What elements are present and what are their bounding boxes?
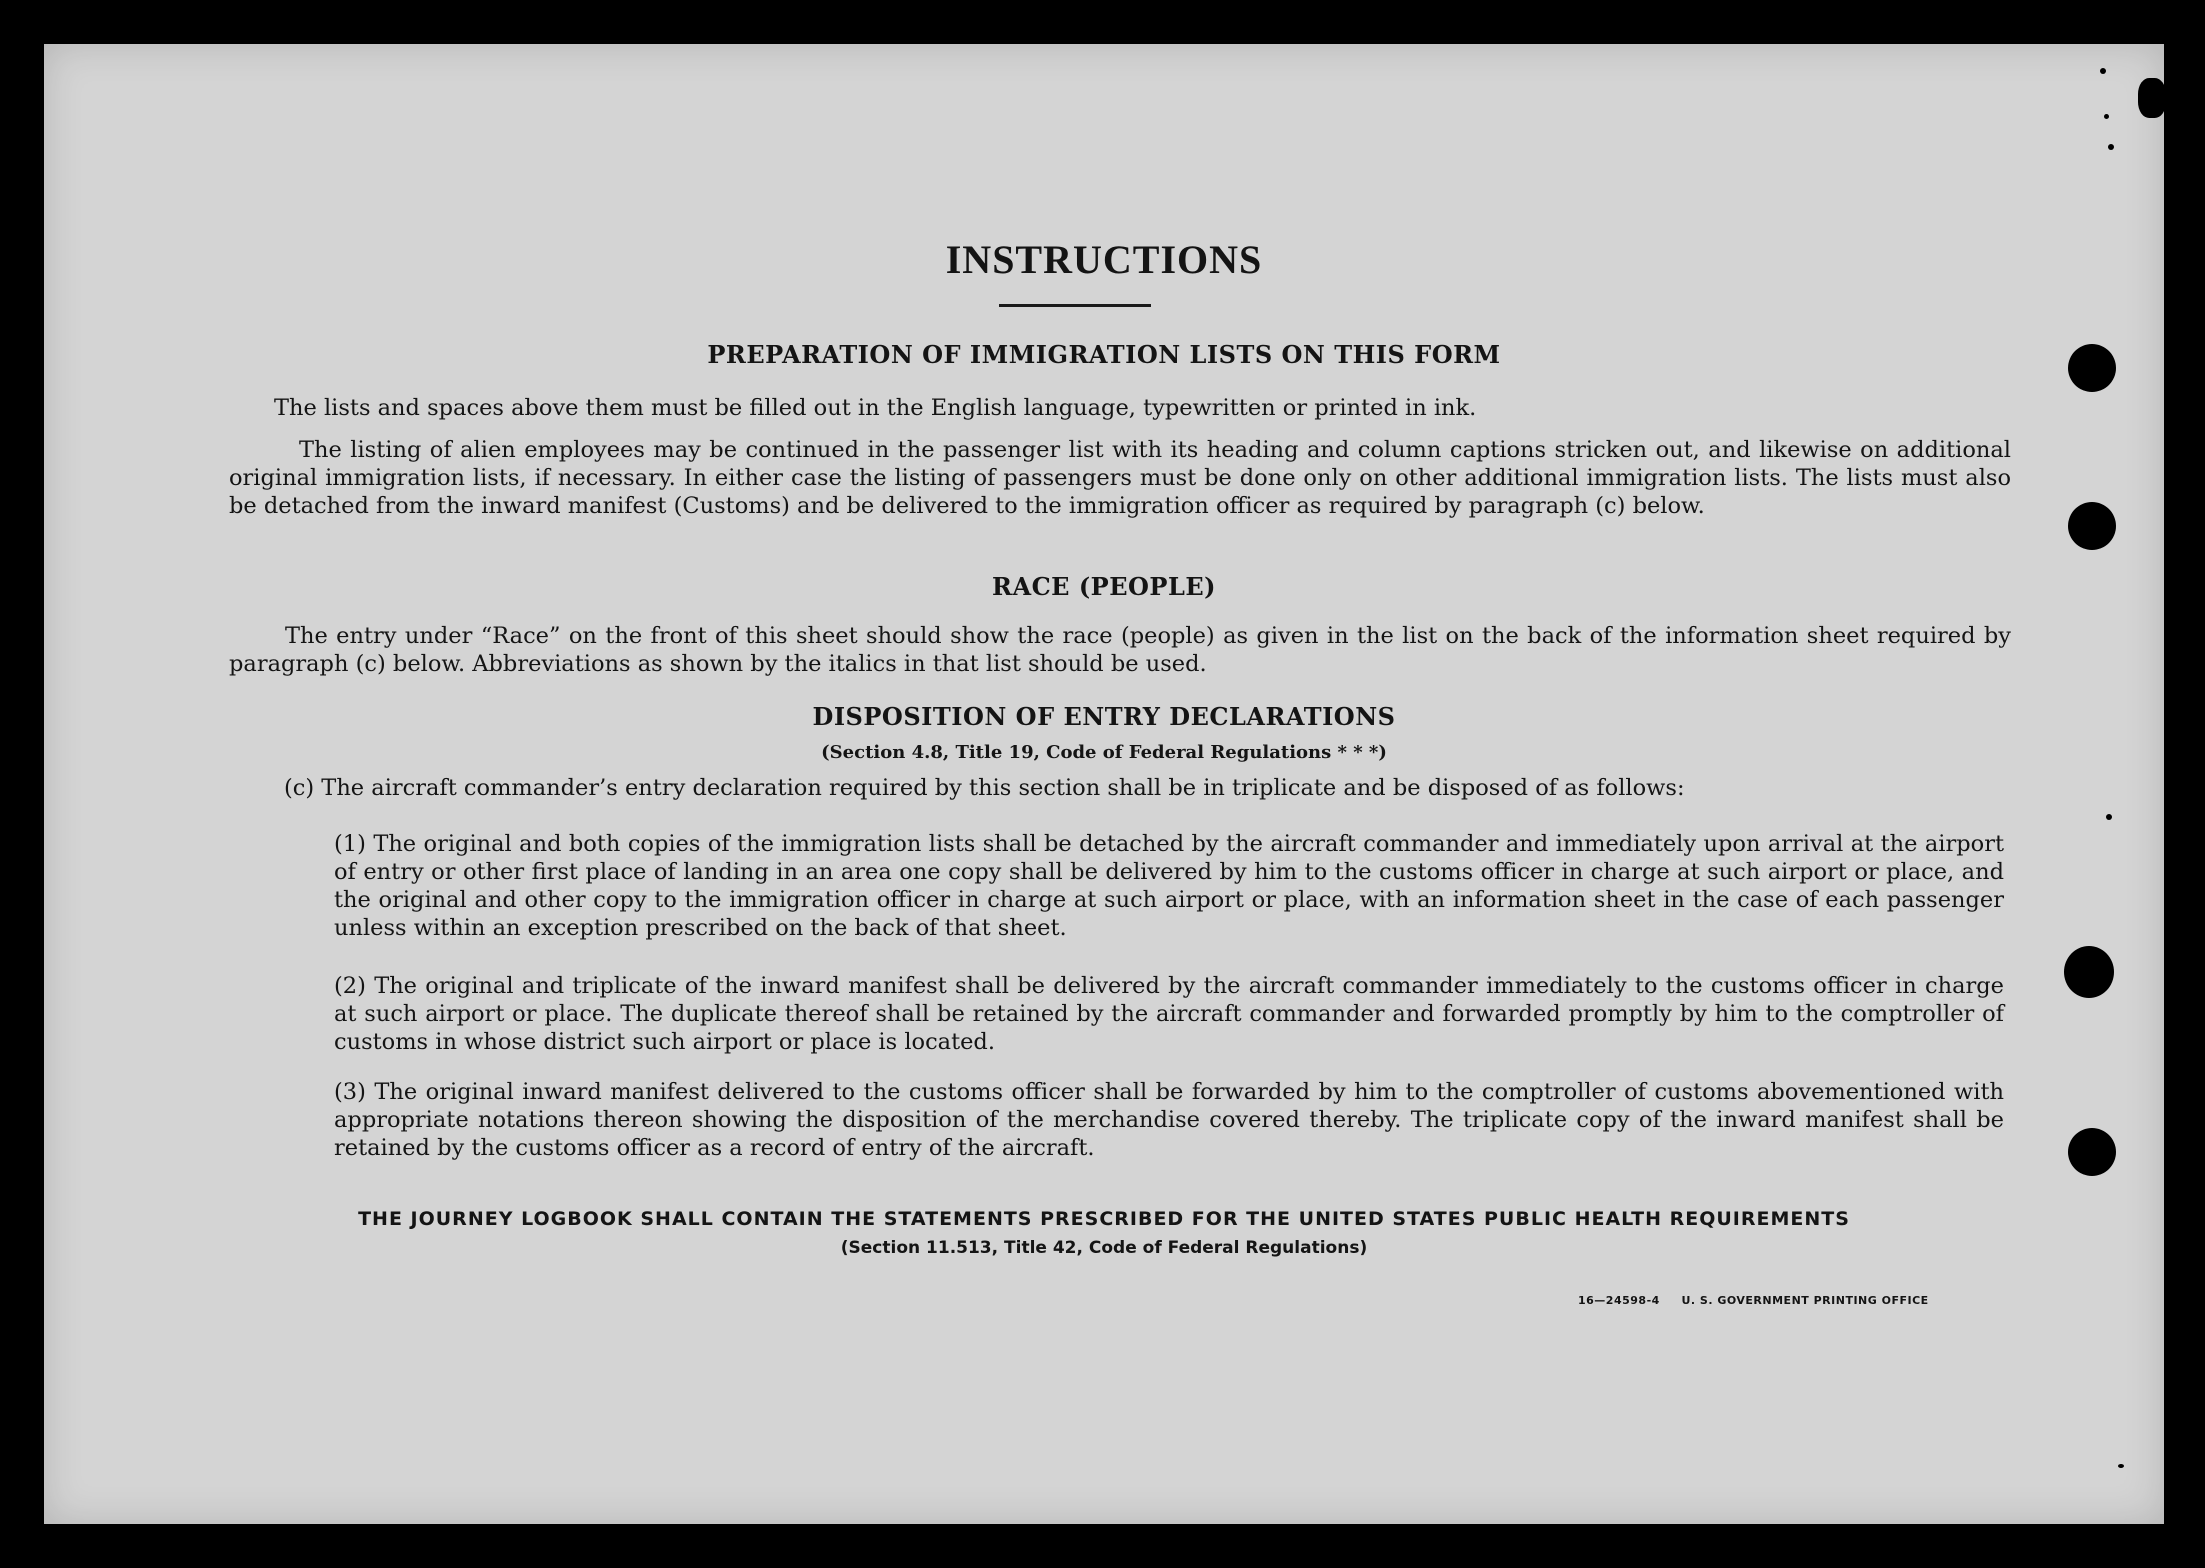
torn-corner bbox=[2138, 78, 2166, 118]
speck bbox=[2118, 1464, 2124, 1468]
paragraph-listing: The listing of alien employees may be continued in the passenger list with its heading and column captions stricken out, and likewise on additional original immigration lists, if necessary. In either case the listing of passengers must be done only on other additional immigration lists. The lists must also be detached from the inward manifest (Customs) and be delivered to the immigration officer as required by paragraph (c) below. bbox=[229, 437, 2011, 519]
section-heading-race: RACE (PEOPLE) bbox=[992, 572, 1216, 601]
speck bbox=[2106, 814, 2112, 820]
paragraph-language: The lists and spaces above them must be filled out in the English language, typewritten or printed in ink. bbox=[274, 395, 1477, 421]
list-item-number: (1) bbox=[334, 831, 366, 857]
paragraph-disposition-intro: (c) The aircraft commander’s entry declaration required by this section shall be in triplicate and be disposed of as follows: bbox=[284, 775, 1685, 801]
list-item-2 bbox=[334, 972, 2004, 1056]
paragraph-race: The entry under “Race” on the front of this sheet should show the race (people) as given in the list on the back of the information sheet required by paragraph (c) below. Abbreviations as shown by the italics in that list should be used. bbox=[229, 623, 2011, 677]
punch-hole bbox=[2068, 344, 2116, 392]
printer-imprint bbox=[1578, 1294, 1929, 1307]
printer-mark: 16—24598-4 bbox=[1578, 1294, 1660, 1307]
printer-name: U. S. GOVERNMENT PRINTING OFFICE bbox=[1681, 1294, 1929, 1307]
footer-regulations-citation: (Section 11.513, Title 42, Code of Federal Regulations) bbox=[840, 1238, 1368, 1258]
speck bbox=[2104, 114, 2109, 119]
section-subheading-regulations: (Section 4.8, Title 19, Code of Federal Regulations * * *) bbox=[821, 742, 1387, 763]
title-underline bbox=[999, 304, 1151, 307]
punch-hole bbox=[2068, 1128, 2116, 1176]
list-item-3 bbox=[334, 1078, 2004, 1162]
list-item-number: (2) bbox=[334, 973, 366, 999]
list-item-1 bbox=[334, 830, 2004, 942]
section-heading-disposition: DISPOSITION OF ENTRY DECLARATIONS bbox=[812, 702, 1396, 731]
speck bbox=[2100, 68, 2106, 74]
section-heading-preparation: PREPARATION OF IMMIGRATION LISTS ON THIS FORM bbox=[707, 340, 1501, 369]
list-item-text: The original inward manifest delivered to the customs officer shall be forwarded by him to the comptroller of customs abovementioned with appropriate notations thereon showing the disposition of the merchandise covered thereby. The triplicate copy of the inward manifest shall be retained by the customs officer as a record of entry of the aircraft. bbox=[334, 1079, 2004, 1161]
speck bbox=[2108, 144, 2114, 150]
page-title: INSTRUCTIONS bbox=[945, 237, 1263, 282]
list-item-text: The original and triplicate of the inward manifest shall be delivered by the aircraft commander immediately to the customs officer in charge at such airport or place. The duplicate thereof shall be retained by the aircraft commander and forwarded promptly by him to the comptroller of customs in whose district such airport or place is located. bbox=[334, 973, 2004, 1055]
instructions-content bbox=[44, 44, 2164, 1524]
list-item-text: The original and both copies of the immigration lists shall be detached by the aircraft commander and immediately upon arrival at the airport of entry or other first place of landing in an area one copy shall be delivered by him to the customs officer in charge at such airport or place, and the original and other copy to the immigration officer in charge at such airport or place, with an information sheet in the case of each passenger unless within an exception prescribed on the back of that sheet. bbox=[334, 831, 2004, 941]
list-item-number: (3) bbox=[334, 1079, 366, 1105]
document-page bbox=[44, 44, 2164, 1524]
punch-hole bbox=[2064, 946, 2114, 998]
punch-hole bbox=[2068, 502, 2116, 550]
footer-health-requirements: THE JOURNEY LOGBOOK SHALL CONTAIN THE STATEMENTS PRESCRIBED FOR THE UNITED STATES PUBLIC HEALTH REQUIREMENTS bbox=[358, 1208, 1850, 1230]
